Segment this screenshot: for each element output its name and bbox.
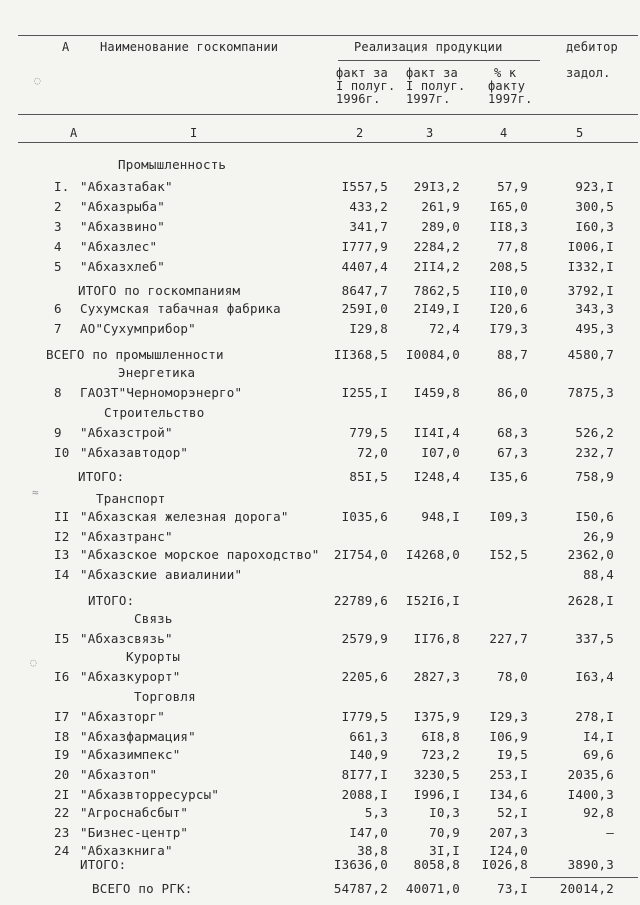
- row-number: I2: [54, 529, 70, 544]
- cell-v4: I006,I: [567, 239, 614, 254]
- section-heading: Энергетика: [118, 365, 196, 380]
- punch-hole-mark: ◌: [30, 656, 37, 669]
- section-heading: Промышленность: [118, 157, 227, 172]
- total-label: ИТОГО:: [88, 593, 135, 608]
- cell-v4: 69,6: [583, 747, 614, 762]
- colnum-4: 4: [500, 126, 508, 140]
- cell-v3: 52,I: [497, 805, 528, 820]
- cell-v2: I459,8: [413, 385, 460, 400]
- cell-v4: I332,I: [567, 259, 614, 274]
- cell-v4: 300,5: [575, 199, 614, 214]
- row-number: 3: [54, 219, 62, 234]
- cell-v1: 85I,5: [349, 469, 388, 484]
- total-label: ВСЕГО по промышленности: [46, 347, 224, 362]
- cell-v2: I0,3: [429, 805, 460, 820]
- cell-v1: I3636,0: [333, 857, 388, 872]
- company-name: "Абхазтоп": [80, 767, 158, 782]
- row-number: 20: [54, 767, 70, 782]
- cell-v3: I79,3: [489, 321, 528, 336]
- cell-v3: I65,0: [489, 199, 528, 214]
- cell-v1: I40,9: [349, 747, 388, 762]
- cell-v2: 2I49,I: [413, 301, 460, 316]
- cell-v3: I9,5: [497, 747, 528, 762]
- header-fact96-2: I полуг.: [336, 79, 396, 93]
- cell-v1: 2205,6: [341, 669, 388, 684]
- header-pct-1: % к: [494, 66, 517, 80]
- cell-v4: –: [606, 825, 614, 840]
- row-number: I4: [54, 567, 70, 582]
- row-number: 8: [54, 385, 62, 400]
- cell-v1: 5,3: [364, 805, 388, 820]
- section-heading: Связь: [134, 611, 173, 626]
- cell-v1: I47,0: [349, 825, 388, 840]
- company-name: "Абхазсвязь": [80, 631, 173, 646]
- cell-v4: 495,3: [575, 321, 614, 336]
- cell-v3: 77,8: [497, 239, 528, 254]
- cell-v3: 208,5: [489, 259, 528, 274]
- header-fact96-1: факт за: [336, 66, 388, 80]
- section-heading: Курорты: [126, 649, 181, 664]
- cell-v3: 68,3: [497, 425, 528, 440]
- cell-v3: 57,9: [497, 179, 528, 194]
- cell-v4: 2628,I: [567, 593, 614, 608]
- cell-v4: 923,I: [575, 179, 614, 194]
- cell-v1: 2088,I: [341, 787, 388, 802]
- company-name: "Абхазторг": [80, 709, 165, 724]
- cell-v3: 253,I: [489, 767, 528, 782]
- company-name: Сухумская табачная фабрика: [80, 301, 281, 316]
- cell-v2: 6I8,8: [421, 729, 460, 744]
- cell-v3: II8,3: [489, 219, 528, 234]
- company-name: "Абхазрыба": [80, 199, 165, 214]
- row-number: II: [54, 509, 70, 524]
- header-debt-sub: задол.: [566, 66, 611, 80]
- colnum-3: 3: [426, 126, 434, 140]
- cell-v2: I996,I: [413, 787, 460, 802]
- cell-v3: 67,3: [497, 445, 528, 460]
- cell-v4: 337,5: [575, 631, 614, 646]
- cell-v2: I52I6,I: [405, 593, 460, 608]
- colnum-2: 2: [356, 126, 364, 140]
- row-number: I.: [54, 179, 70, 194]
- cell-v4: I4,I: [583, 729, 614, 744]
- section-heading: Транспорт: [96, 491, 166, 506]
- row-number: 4: [54, 239, 62, 254]
- cell-v4: 4580,7: [567, 347, 614, 362]
- cell-v1: 433,2: [349, 199, 388, 214]
- cell-v1: II368,5: [333, 347, 388, 362]
- cell-v2: 29I3,2: [413, 179, 460, 194]
- total-label: ИТОГО:: [80, 857, 127, 872]
- cell-v2: I07,0: [421, 445, 460, 460]
- cell-v3: I29,3: [489, 709, 528, 724]
- header-bottom-rule: [18, 114, 638, 115]
- colnum-1: I: [190, 126, 198, 140]
- cell-v3: I35,6: [489, 469, 528, 484]
- cell-v2: 2827,3: [413, 669, 460, 684]
- cell-v3: II0,0: [489, 283, 528, 298]
- cell-v4: 2035,6: [567, 767, 614, 782]
- cell-v4: 7875,3: [567, 385, 614, 400]
- cell-v3: I09,3: [489, 509, 528, 524]
- row-number: 6: [54, 301, 62, 316]
- row-number: I5: [54, 631, 70, 646]
- cell-v4: 3890,3: [567, 857, 614, 872]
- header-fact97-1: факт за: [406, 66, 458, 80]
- company-name: "Абхазхлеб": [80, 259, 165, 274]
- cell-v2: 3I,I: [429, 843, 460, 858]
- company-name: "Абхазвино": [80, 219, 165, 234]
- cell-v1: 8I77,I: [341, 767, 388, 782]
- cell-v3: 207,3: [489, 825, 528, 840]
- total-underline: [530, 877, 638, 878]
- cell-v1: 341,7: [349, 219, 388, 234]
- company-name: "Абхазфармация": [80, 729, 196, 744]
- cell-v3: I06,9: [489, 729, 528, 744]
- cell-v4: 278,I: [575, 709, 614, 724]
- cell-v1: 2579,9: [341, 631, 388, 646]
- section-heading: Строительство: [104, 405, 205, 420]
- cell-v4: 88,4: [583, 567, 614, 582]
- row-number: I8: [54, 729, 70, 744]
- section-heading: Торговля: [134, 689, 196, 704]
- cell-v4: I60,3: [575, 219, 614, 234]
- cell-v1: I035,6: [341, 509, 388, 524]
- cell-v4: 3792,I: [567, 283, 614, 298]
- cell-v4: 526,2: [575, 425, 614, 440]
- header-group-sales: Реализация продукции: [354, 40, 503, 54]
- company-name: ГАОЗТ"Черноморэнерго": [80, 385, 243, 400]
- company-name: "Абхазлес": [80, 239, 158, 254]
- cell-v4: 343,3: [575, 301, 614, 316]
- cell-v2: 2284,2: [413, 239, 460, 254]
- cell-v1: I779,5: [341, 709, 388, 724]
- header-col-a: А: [62, 40, 70, 54]
- header-pct-2: факту: [488, 79, 526, 93]
- cell-v3: I52,5: [489, 547, 528, 562]
- cell-v2: II4I,4: [413, 425, 460, 440]
- sales-group-underline: [338, 60, 540, 61]
- cell-v2: I248,4: [413, 469, 460, 484]
- cell-v1: I777,9: [341, 239, 388, 254]
- header-fact96-3: 1996г.: [336, 92, 381, 106]
- cell-v2: I0084,0: [405, 347, 460, 362]
- cell-v4: I50,6: [575, 509, 614, 524]
- cell-v1: 661,3: [349, 729, 388, 744]
- header-top-rule: [18, 35, 638, 36]
- row-number: I9: [54, 747, 70, 762]
- column-number-rule: [18, 142, 638, 143]
- cell-v2: 72,4: [429, 321, 460, 336]
- punch-hole-mark: ◌: [34, 74, 41, 87]
- colnum-a: А: [70, 126, 78, 140]
- cell-v2: 2II4,2: [413, 259, 460, 274]
- row-number: I0: [54, 445, 70, 460]
- cell-v4: 232,7: [575, 445, 614, 460]
- company-name: "Абхазавтодор": [80, 445, 189, 460]
- company-name: АО"Сухумприбор": [80, 321, 196, 336]
- header-col-debt: дебитор: [566, 40, 618, 54]
- cell-v2: 948,I: [421, 509, 460, 524]
- cell-v3: 227,7: [489, 631, 528, 646]
- cell-v4: 26,9: [583, 529, 614, 544]
- cell-v3: 73,I: [497, 881, 528, 896]
- row-number: 7: [54, 321, 62, 336]
- cell-v1: 38,8: [357, 843, 388, 858]
- company-name: "Абхазвторресурсы": [80, 787, 220, 802]
- row-number: 2I: [54, 787, 70, 802]
- company-name: "Абхазстрой": [80, 425, 173, 440]
- cell-v1: 72,0: [357, 445, 388, 460]
- total-label: ВСЕГО по РГК:: [92, 881, 193, 896]
- row-number: 24: [54, 843, 70, 858]
- cell-v2: I4268,0: [405, 547, 460, 562]
- cell-v3: I34,6: [489, 787, 528, 802]
- cell-v2: 70,9: [429, 825, 460, 840]
- row-number: I6: [54, 669, 70, 684]
- total-label: ИТОГО:: [78, 469, 125, 484]
- cell-v3: I026,8: [481, 857, 528, 872]
- cell-v1: 54787,2: [333, 881, 388, 896]
- cell-v1: 8647,7: [341, 283, 388, 298]
- total-label: ИТОГО по госкомпаниям: [78, 283, 241, 298]
- cell-v3: I20,6: [489, 301, 528, 316]
- cell-v4: I400,3: [567, 787, 614, 802]
- company-name: "Абхазская железная дорога": [80, 509, 289, 524]
- colnum-5: 5: [576, 126, 584, 140]
- company-name: "Абхазкнига": [80, 843, 173, 858]
- header-fact97-2: I полуг.: [406, 79, 466, 93]
- cell-v1: 22789,6: [333, 593, 388, 608]
- header-col-name: Наименование госкомпании: [100, 40, 279, 54]
- row-number: 5: [54, 259, 62, 274]
- cell-v1: 779,5: [349, 425, 388, 440]
- row-number: 23: [54, 825, 70, 840]
- cell-v2: 40071,0: [405, 881, 460, 896]
- header-pct-3: 1997г.: [488, 92, 533, 106]
- cell-v2: 261,9: [421, 199, 460, 214]
- punch-hole-mark: ≈: [32, 486, 39, 499]
- row-number: I3: [54, 547, 70, 562]
- cell-v1: I255,I: [341, 385, 388, 400]
- row-number: 9: [54, 425, 62, 440]
- cell-v4: I63,4: [575, 669, 614, 684]
- cell-v2: 3230,5: [413, 767, 460, 782]
- cell-v4: 2362,0: [567, 547, 614, 562]
- cell-v1: 259I,0: [341, 301, 388, 316]
- company-name: "Бизнес-центр": [80, 825, 189, 840]
- company-name: "Абхазкурорт": [80, 669, 181, 684]
- cell-v3: 78,0: [497, 669, 528, 684]
- cell-v2: 8058,8: [413, 857, 460, 872]
- header-fact97-3: 1997г.: [406, 92, 451, 106]
- row-number: I7: [54, 709, 70, 724]
- cell-v1: 2I754,0: [333, 547, 388, 562]
- cell-v2: 289,0: [421, 219, 460, 234]
- company-name: "Абхазтранс": [80, 529, 173, 544]
- company-name: "Абхазимпекс": [80, 747, 181, 762]
- company-name: "Агроснабсбыт": [80, 805, 189, 820]
- cell-v4: 20014,2: [559, 881, 614, 896]
- row-number: 22: [54, 805, 70, 820]
- cell-v3: I24,0: [489, 843, 528, 858]
- cell-v2: II76,8: [413, 631, 460, 646]
- cell-v4: 758,9: [575, 469, 614, 484]
- cell-v2: I375,9: [413, 709, 460, 724]
- company-name: "Абхазские авиалинии": [80, 567, 243, 582]
- company-name: "Абхазтабак": [80, 179, 173, 194]
- cell-v1: 4407,4: [341, 259, 388, 274]
- cell-v2: 723,2: [421, 747, 460, 762]
- cell-v3: 88,7: [497, 347, 528, 362]
- cell-v4: 92,8: [583, 805, 614, 820]
- cell-v1: I29,8: [349, 321, 388, 336]
- company-name: "Абхазское морское пароходство": [80, 547, 320, 562]
- row-number: 2: [54, 199, 62, 214]
- cell-v3: 86,0: [497, 385, 528, 400]
- cell-v1: I557,5: [341, 179, 388, 194]
- cell-v2: 7862,5: [413, 283, 460, 298]
